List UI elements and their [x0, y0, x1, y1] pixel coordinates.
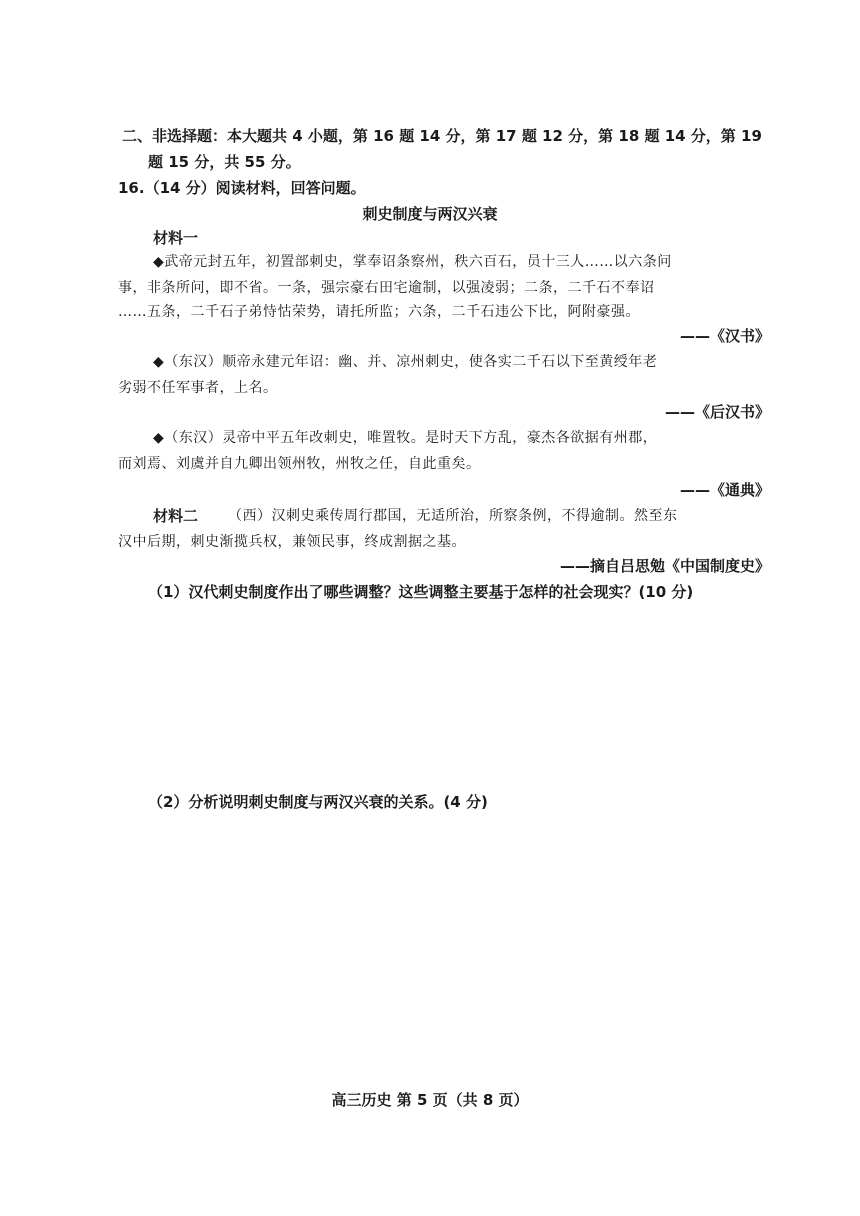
material2-label: 材料二 — [153, 507, 199, 525]
question16-intro: 16.（14 分）阅读材料，回答问题。 — [118, 179, 366, 197]
material1-p1-line3: ……五条，二千石子弟恃怙荣势，请托所监；六条，二千石违公下比，阿附豪强。 — [118, 304, 640, 320]
material2-source: ——摘自吕思勉《中国制度史》 — [559, 557, 770, 575]
page-footer: 高三历史 第 5 页（共 8 页） — [331, 1091, 529, 1109]
material1-p2-line2: 劣弱不任军事者，上名。 — [118, 380, 278, 396]
section-header-line2: 题 15 分，共 55 分。 — [148, 153, 301, 171]
material1-p2-source: ——《后汉书》 — [664, 403, 770, 421]
material1-label: 材料一 — [153, 229, 199, 247]
question16-title: 刺史制度与两汉兴衰 — [362, 205, 498, 223]
material1-p3-line2: 而刘焉、刘虞并自九卿出领州牧，州牧之任，自此重矣。 — [118, 456, 481, 472]
material1-p1-line1: ◆武帝元封五年，初置部刺史，掌奉诏条察州，秩六百石，员十三人……以六条问 — [153, 254, 672, 270]
subquestion-2: （2）分析说明刺史制度与两汉兴衰的关系。(4 分) — [148, 793, 488, 811]
material1-p1-source: ——《汉书》 — [679, 327, 770, 345]
subquestion-1: （1）汉代刺史制度作出了哪些调整？这些调整主要基于怎样的社会现实？(10 分) — [148, 583, 694, 601]
material1-p3-line1: ◆（东汉）灵帝中平五年改刺史，唯置牧。是时天下方乱，豪杰各欲据有州郡， — [153, 430, 658, 446]
material1-p1-line2: 事，非条所问，即不省。一条，强宗豪右田宅逾制，以强凌弱；二条，二千石不奉诏 — [118, 280, 655, 296]
material2-line1: （西）汉刺史乘传周行郡国，无适所治，所察条例，不得逾制。然至东 — [228, 508, 678, 524]
material2-line2: 汉中后期，刺史渐揽兵权，兼领民事，终成割据之基。 — [118, 534, 466, 550]
material1-p3-source: ——《通典》 — [679, 481, 770, 499]
section-header-line1: 二、非选择题：本大题共 4 小题，第 16 题 14 分，第 17 题 12 分，第 18 题 14 分，第 19 — [122, 127, 762, 145]
material1-p2-line1: ◆（东汉）顺帝永建元年诏：幽、并、凉州刺史，使各实二千石以下至黄绶年老 — [153, 354, 658, 370]
